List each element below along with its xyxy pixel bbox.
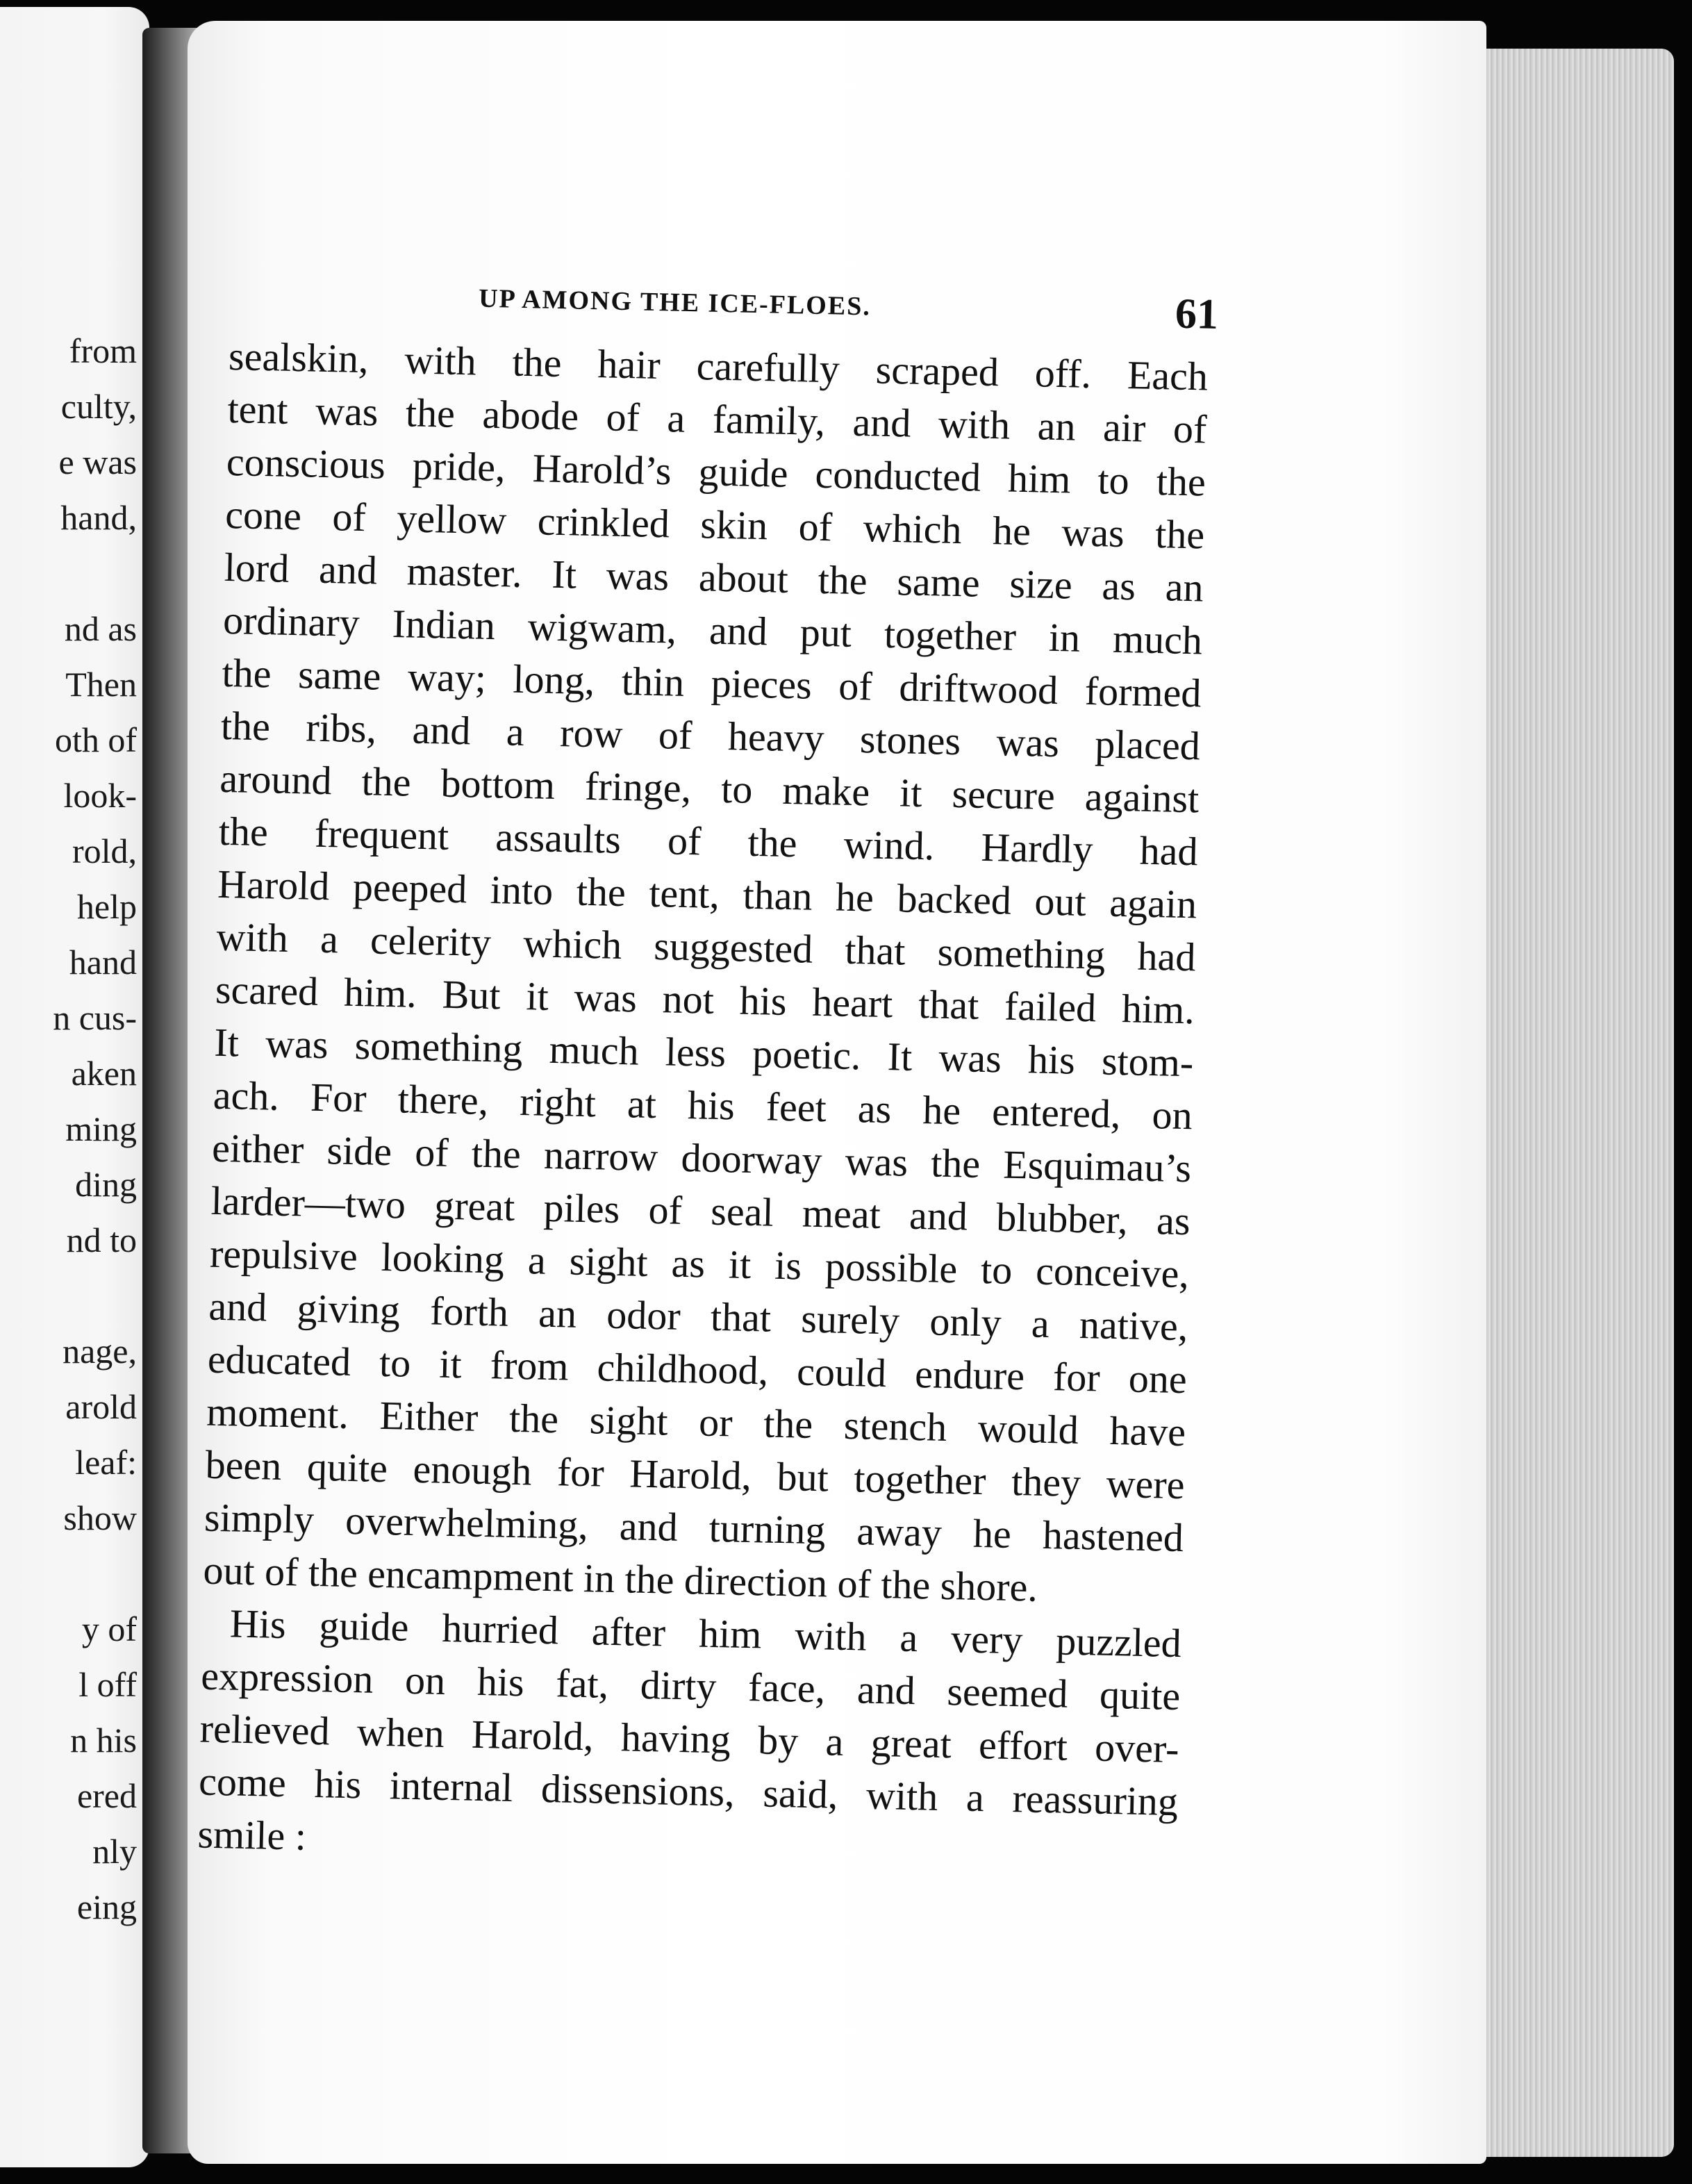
left-page-line: nd as [64, 609, 137, 648]
text-line: the frequent assaults of the wind. Hardly had [218, 808, 1199, 875]
text-line: repulsive looking a sight as it is possible to conceive, [209, 1230, 1190, 1297]
left-page-line: ming [65, 1109, 137, 1148]
text-line: out of the encampment in the direction of the shore. [202, 1547, 1038, 1610]
left-page-line: arold [65, 1387, 137, 1426]
text-line: His guide hurried after him with a very puzzled [229, 1600, 1182, 1666]
left-page-line: ding [75, 1165, 137, 1204]
text-line: moment. Either the sight or the stench would have [206, 1389, 1186, 1455]
text-line: Harold peeped into the tent, than he backed out again [217, 861, 1197, 927]
text-line: sealskin, with the hair carefully scraped off. Each [228, 333, 1209, 399]
left-page-line: nd to [66, 1221, 137, 1259]
left-page-line: hand [69, 943, 137, 982]
left-page-line: help [76, 887, 137, 926]
left-page-line: n his [70, 1721, 137, 1760]
left-page-line: nage, [63, 1332, 137, 1371]
left-page-line: hand, [60, 498, 137, 537]
text-line: larder—two great piles of seal meat and blubber, as [210, 1177, 1191, 1244]
text-line: either side of the narrow doorway was the Esquimau’s [211, 1125, 1192, 1191]
left-page-line: aken [71, 1054, 137, 1093]
text-line: tent was the abode of a family, and with an air of [226, 386, 1207, 452]
text-line: and giving forth an odor that surely only a native, [208, 1283, 1188, 1350]
text-line: the ribs, and a row of heavy stones was placed [220, 702, 1201, 769]
page-edges [1466, 49, 1674, 2157]
text-line: scared him. But it was not his heart that failed him. [215, 966, 1195, 1033]
text-line: been quite enough for Harold, but together they were [205, 1441, 1186, 1508]
left-page-line: oth of [54, 720, 137, 759]
text-line: relieved when Harold, having by a great effort over- [199, 1705, 1180, 1772]
left-page-line: nly [92, 1832, 137, 1871]
left-page-line: n cus- [53, 998, 137, 1037]
text-line: the same way; long, thin pieces of driftwood formed [221, 650, 1202, 716]
text-line: educated to it from childhood, could endure for one [207, 1336, 1188, 1403]
text-line: ordinary Indian wigwam, and put together in much [222, 597, 1203, 663]
left-page-line: culty, [60, 387, 137, 426]
left-page-line: look- [63, 776, 137, 815]
text-line: conscious pride, Harold’s guide conducted him to the [226, 438, 1206, 505]
text-line: ach. For there, right at his feet as he entered, on [213, 1072, 1193, 1139]
text-line: simply overwhelming, and turning away he hastened [204, 1494, 1184, 1561]
left-page-line: eing [76, 1887, 137, 1926]
text-line: around the bottom fringe, to make it secure against [219, 755, 1200, 822]
text-line: cone of yellow crinkled skin of which he was the [224, 491, 1205, 558]
page-number: 61 [1175, 290, 1219, 338]
text-line: It was something much less poetic. It was his stom- [213, 1019, 1194, 1086]
previous-page-fragment [0, 7, 149, 2167]
text-line: with a celerity which suggested that something had [216, 913, 1197, 980]
left-page-line: y of [81, 1610, 137, 1648]
left-page-line: l off [78, 1665, 137, 1704]
left-page-line: Then [65, 665, 137, 704]
text-line: expression on his fat, dirty face, and seemed quite [200, 1653, 1181, 1719]
left-page-line: e was [58, 442, 137, 481]
left-page-line: rold, [72, 832, 137, 870]
text-line: come his internal dissensions, said, with a reassuring [198, 1758, 1179, 1825]
left-page-line: from [69, 331, 137, 370]
text-line: smile : [197, 1811, 307, 1859]
left-page-line: ered [76, 1776, 137, 1815]
left-page-line: show [63, 1498, 137, 1537]
running-head: UP AMONG THE ICE-FLOES. [478, 283, 872, 322]
page-body [197, 330, 1209, 1881]
left-page-line: leaf: [75, 1443, 137, 1482]
text-line: lord and master. It was about the same size as an [224, 544, 1204, 611]
